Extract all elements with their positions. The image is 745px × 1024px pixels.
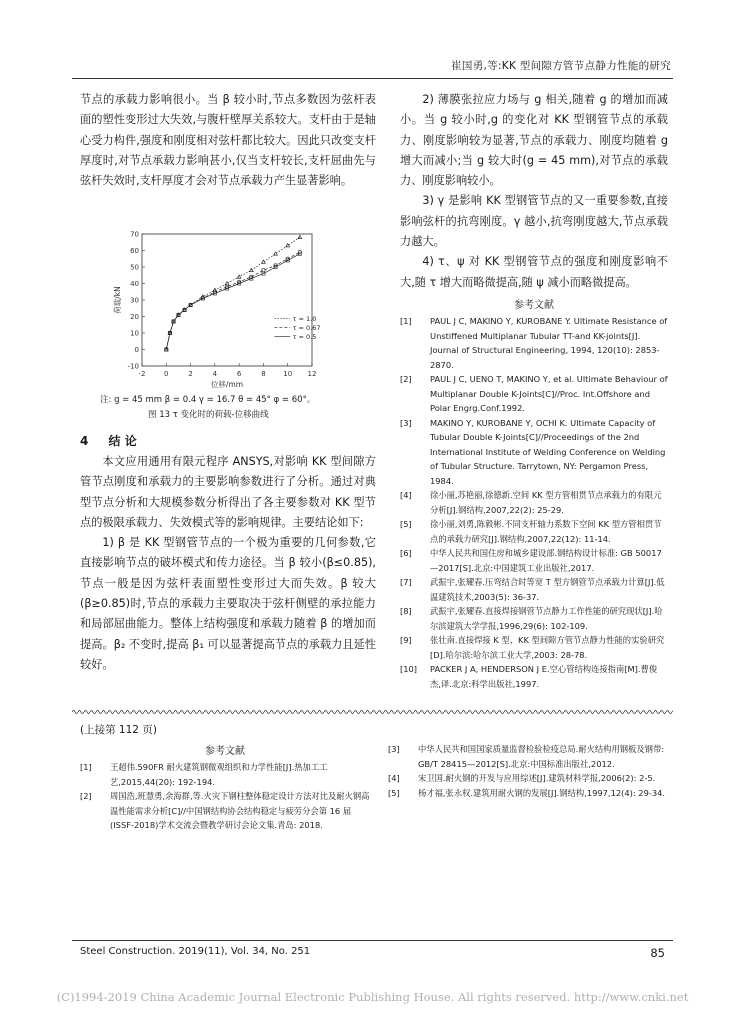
reference-text: 张壮南.直接焊接 K 型、KK 型间隙方管节点静力性能的实验研究[D].哈尔滨:哈尔滨工业大学,2003: 28-78.: [430, 635, 665, 660]
reference-number: [3]: [400, 417, 412, 428]
reference-number: [1]: [400, 316, 412, 326]
reference-number: [1]: [80, 762, 92, 772]
conclusion-3: 3) γ 是影响 KK 型钢管节点的又一重要参数,直接影响弦杆的抗弯刚度。γ 越小,抗弯刚度越大,节点承载力越大。: [400, 194, 668, 249]
section-number: 4: [80, 434, 89, 448]
reference-number: [2]: [80, 791, 92, 801]
y-axis-label: 荷载/kN: [113, 286, 122, 314]
reference-text: PAUL J C, UENO T, MAKINO Y, et al. Ultimate Behaviour of Multiplanar Double K-Joints[C]//Proc. Int.Offshore and Polar Engrg.Conf.1992.: [430, 374, 668, 413]
reference-6: [400, 546, 668, 575]
reference-8: [400, 604, 668, 633]
left-column: [80, 90, 376, 191]
left-column-conclusions: [80, 452, 376, 675]
reference-text: PACKER J A, HENDERSON J E.空心管结构连接指南[M].曹俊杰,译.北京:科学出版社,1997.: [430, 664, 658, 689]
data-point: [262, 269, 265, 272]
reference-10: [400, 662, 668, 691]
page-number: 85: [650, 946, 665, 960]
reference-text: 周国浩,班慧勇,余海群,等.火灾下钢柱整体稳定设计方法对比及耐火钢高温性能需求分析[C]//中国钢结构协会结构稳定与疲劳分会第 16 届(ISSF-2018)学术交流会暨教学研讨会论文集.青岛: 2018.: [110, 791, 370, 830]
data-point: [274, 252, 278, 255]
figure-note: 注: g = 45 mm β = 0.4 γ = 16.7 θ = 45° φ = 60°。: [100, 395, 316, 405]
footer-rule: [72, 940, 673, 941]
reference-2: [400, 372, 668, 416]
reference-number: [5]: [388, 787, 400, 798]
references-title: 参考文献: [514, 300, 554, 311]
data-point: [262, 260, 266, 263]
reference-9: [400, 633, 668, 662]
references-list: [400, 314, 668, 691]
reference-number: [2]: [400, 374, 412, 384]
load-displacement-chart: [100, 226, 330, 391]
continued-reference-2: [388, 771, 666, 786]
continued-references-left: [80, 760, 370, 833]
data-point: [286, 244, 290, 247]
x-tick-label: -2: [138, 370, 146, 378]
x-tick-label: 8: [261, 370, 266, 378]
y-tick-label: 20: [130, 313, 139, 321]
legend-entry-3: τ = 1.0: [292, 314, 317, 323]
reference-number: [7]: [400, 577, 412, 587]
reference-text: 中华人民共和国住房和城乡建设部.钢结构设计标准: GB 50017—2017[S].北京:中国建筑工业出版社,2017.: [430, 548, 662, 573]
y-tick-label: -10: [127, 362, 139, 371]
left-paragraph-1: 节点的承载力影响很小。当 β 较小时,节点多数因为弦杆表面的塑性变形过大失效,与腹杆壁厚关系较大。支杆由于是轴心受力构件,强度和刚度相对弦杆都比较大。因此只改变支杆厚度时,对节点承载力影响甚小,仅当支杆较长,支杆屈曲先与弦杆失效时,支杆厚度才会对节点承载力产生显著影响。: [80, 93, 376, 188]
conclusion-4: 4) τ、ψ 对 KK 型钢管节点的强度和刚度影响不大,随 τ 增大而略微提高,随 ψ 减小而略微提高。: [400, 255, 668, 289]
data-point: [225, 282, 229, 285]
reference-text: 中华人民共和国国家质量监督检验检疫总局.耐火结构用钢板及钢带: GB/T 28415—2012[S].北京:中国标准出版社,2012.: [418, 744, 665, 769]
conclusion-intro: 本文应用通用有限元程序 ANSYS,对影响 KK 型间隙方管节点刚度和承载力的主要影响参数进行了分析。通过对典型节点分析和大规模参数分析得出了各主要参数对 KK 型节点的极限承载力、失效模式等的影响规律。主要结论如下:: [80, 455, 376, 529]
continued-reference-1: [388, 742, 666, 771]
x-tick-label: 12: [307, 370, 317, 378]
plot-frame: [142, 234, 312, 366]
x-tick-label: 2: [188, 370, 193, 378]
reference-number: [9]: [400, 635, 412, 645]
section-heading: [80, 432, 137, 449]
figure-caption: 图 13 τ 变化时的荷载-位移曲线: [148, 410, 269, 420]
x-axis-label: 位移/mm: [210, 380, 244, 389]
legend-entry-2: τ = 0.67: [292, 323, 321, 332]
data-point: [298, 235, 302, 238]
x-tick-label: 4: [212, 370, 218, 378]
section-separator: [72, 709, 673, 715]
y-tick-label: 0: [134, 346, 139, 354]
reference-5: [400, 517, 668, 546]
reference-text: 宋卫国.耐火钢的开发与应用综述[J].建筑材料学报,2006(2): 2-5.: [418, 773, 656, 783]
continued-reference-3: [388, 786, 666, 801]
reference-number: [4]: [388, 773, 400, 783]
x-tick-label: 10: [283, 370, 293, 378]
reference-text: MAKINO Y, KUROBANE Y, OCHI K. Ultimate Capacity of Tubular Double K-Joints[C]//Proceedings of the 2nd International Institute of Welding Conference on Welding of Tubular Structure. Tarrytown, NY: Pergamon Press, 1984.: [430, 417, 666, 486]
continued-references-title: 参考文献: [205, 746, 245, 757]
y-tick-label: 10: [130, 329, 139, 338]
y-tick-label: 50: [130, 263, 139, 272]
reference-text: 徐小丽,苏艳丽,徐德新.空间 KK 型方管相贯节点承载力的有限元分析[J].钢结构,2007,22(2): 25-29.: [430, 490, 662, 515]
series-line-3: [166, 237, 300, 349]
reference-text: 王超伟.590FR 耐火建筑钢微观组织和力学性能[J].热加工工艺,2015,44(20): 192-194.: [110, 762, 328, 787]
reference-7: [400, 575, 668, 604]
reference-4: [400, 488, 668, 517]
series-line-2: [166, 252, 300, 349]
continued-reference-1: [80, 760, 370, 789]
x-tick-label: 6: [236, 370, 242, 378]
reference-text: 杨才福,张永权.建筑用耐火钢的发展[J].钢结构,1997,12(4): 29-34.: [418, 787, 666, 798]
y-tick-label: 70: [130, 230, 139, 239]
reference-number: [6]: [400, 548, 412, 558]
reference-number: [5]: [400, 519, 412, 529]
section-title: 结 论: [108, 434, 137, 448]
conclusion-2: 2) 薄膜张拉应力场与 g 相关,随着 g 的增加而减小。当 g 较小时,g 的变化对 KK 型钢管节点的承载力、刚度影响较为显著,节点的承载力、刚度均随着 g 增大而减小;当 g 较大时(g = 45 mm),对节点的承载力、刚度影响较小。: [400, 93, 668, 188]
reference-3: [400, 416, 668, 489]
reference-1: [400, 314, 668, 372]
reference-text: 武振宇,张耀春.直接焊接钢管节点静力工作性能的研究现状[J].哈尔滨建筑大学学报,1996,29(6): 102-109.: [430, 606, 663, 631]
figure-13: [100, 226, 330, 391]
y-tick-label: 40: [130, 280, 139, 288]
continued-reference-2: [80, 789, 370, 833]
reference-number: [10]: [400, 664, 418, 674]
right-column: [400, 90, 668, 293]
copyright-watermark: (C)1994-2019 China Academic Journal Electronic Publishing House. All rights reserved. http://www.cnki.net: [56, 990, 689, 1004]
conclusion-1: 1) β 是 KK 型钢管节点的一个极为重要的几何参数,它直接影响节点的破坏模式和传力途径。当 β 较小(β≤0.85),节点一般是因为弦杆表面塑性变形过大而失效。β 较大(β≥0.85)时,节点的承载力主要取决于弦杆侧壁的承拉能力和局部屈曲能力。整体上结构强度和承载力随着 β 的增加而提高。β₂ 不变时,提高 β₁ 可以显著提高节点的承载力且延性较好。: [80, 536, 376, 671]
continued-label: (上接第 112 页): [80, 724, 157, 736]
reference-text: 武振宇,张耀春.压弯结合时等宽 T 型方钢管节点承载力计算[J].低温建筑技术,2003(5): 36-37.: [430, 577, 665, 602]
y-tick-label: 30: [130, 296, 139, 305]
reference-number: [4]: [400, 490, 412, 500]
reference-text: 徐小丽,刘勇,陈毅彬.不同支杆轴力系数下空间 KK 型方管相贯节点的承载力研究[J].钢结构,2007,22(12): 11-14.: [430, 519, 662, 544]
y-tick-label: 60: [130, 247, 139, 255]
reference-number: [3]: [388, 744, 400, 754]
reference-text: PAUL J C, MAKINO Y, KUROBANE Y. Ultimate Resistance of Unstiffened Multiplanar Tubular TT-and KK-joints[J]. Journal of Structural Engineering, 1994, 120(10): 2853-2870.: [430, 316, 668, 370]
reference-number: [8]: [400, 606, 412, 616]
header-rule: [72, 78, 673, 79]
journal-info: Steel Construction. 2019(11), Vol. 34, No. 251: [80, 946, 311, 957]
continued-references-right: [388, 742, 666, 800]
running-header: 崔国勇,等:KK 型间隙方管节点静力性能的研究: [451, 60, 671, 72]
series-line-1: [166, 254, 300, 350]
legend-entry-1: τ = 0.5: [292, 332, 317, 341]
x-tick-label: 0: [164, 370, 169, 378]
